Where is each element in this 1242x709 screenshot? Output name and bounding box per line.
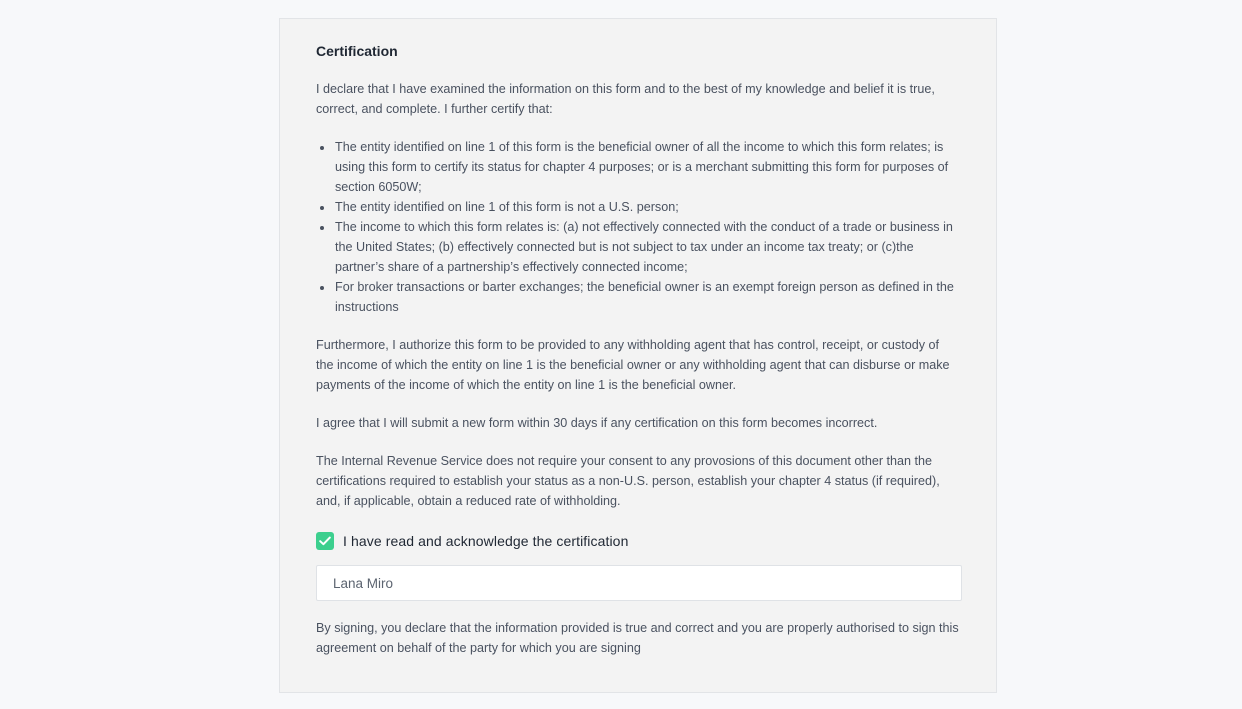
list-item: • The entity identified on line 1 of this form is not a U.S. person; <box>334 197 960 217</box>
list-item: • For broker transactions or barter exchanges; the beneficial owner is an exempt foreign person as defined in the instructions <box>334 277 960 317</box>
acknowledge-label[interactable]: I have read and acknowledge the certification <box>343 533 629 549</box>
irs-notice-text: The Internal Revenue Service does not require your consent to any provosions of this document other than the certifications required to establish your status as a non-U.S. person, establish your chapter 4 status (if required), and, if applicable, obtain a reduced rate of withholding. <box>316 454 940 508</box>
certification-card <box>279 18 997 693</box>
authorization-text: Furthermore, I authorize this form to be provided to any withholding agent that has control, receipt, or custody of the income of which the entity on line 1 is the beneficial owner or any withholding agent that can disburse or make payments of the income of which the entity on line 1 is the beneficial owner. <box>316 338 950 392</box>
intro-text: I declare that I have examined the information on this form and to the best of my knowledge and belief it is true, correct, and complete. I further certify that: <box>316 82 935 116</box>
acknowledge-row[interactable] <box>316 531 960 551</box>
signature-input[interactable] <box>316 565 962 601</box>
signing-note: By signing, you declare that the information provided is true and correct and you are properly authorised to sign this agreement on behalf of the party for which you are signing <box>316 621 959 655</box>
section-title: Certification <box>316 43 398 59</box>
certification-list <box>316 137 960 317</box>
list-item: • The entity identified on line 1 of this form is the beneficial owner of all the income to which this form relates; is using this form to certify its status for chapter 4 purposes; or is a merchant submitting this form for purposes of section 6050W; <box>334 137 960 197</box>
agreement-text: I agree that I will submit a new form within 30 days if any certification on this form becomes incorrect. <box>316 416 878 430</box>
acknowledge-checkbox[interactable] <box>316 532 334 550</box>
check-icon <box>319 536 331 546</box>
list-item: • The income to which this form relates is: (a) not effectively connected with the conduct of a trade or business in the United States; (b) effectively connected but is not subject to tax under an income tax treaty; or (c)the partner’s share of a partnership’s effectively connected income; <box>334 217 960 277</box>
